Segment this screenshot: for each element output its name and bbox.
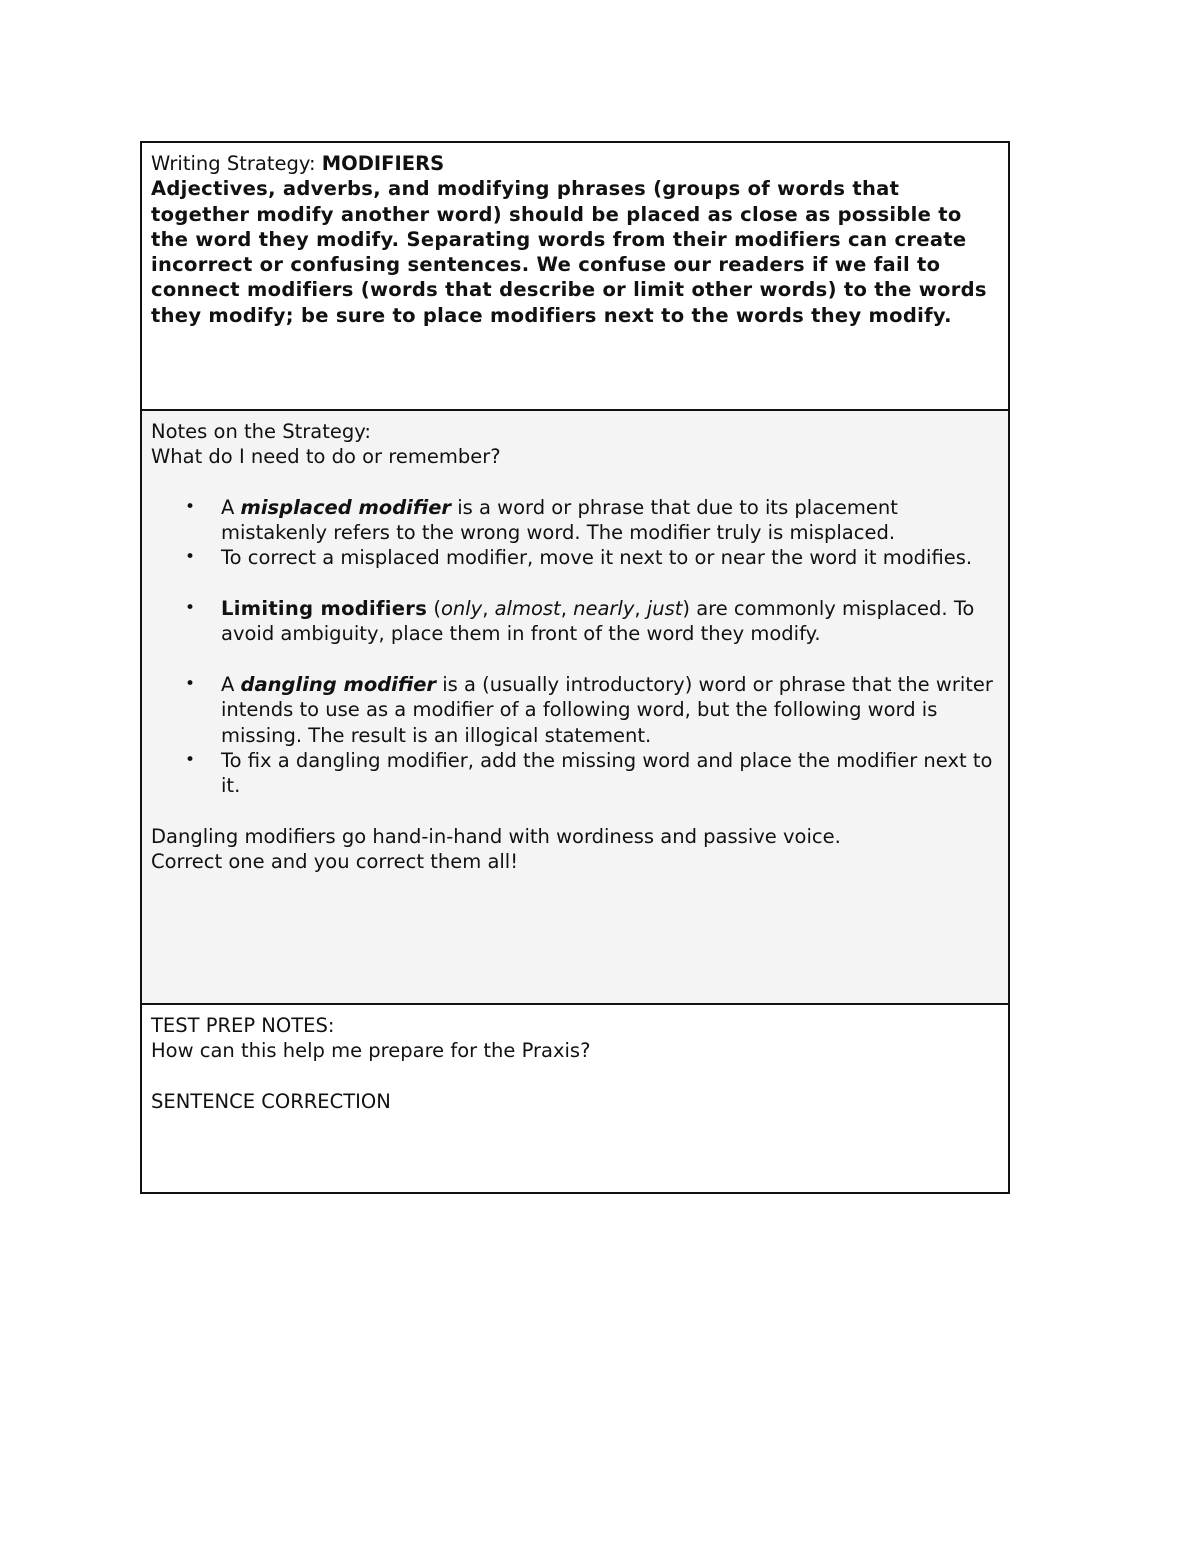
strategy-label: Writing Strategy:	[151, 152, 322, 175]
misplaced-modifier-list	[151, 495, 999, 571]
list-item-text: is a word or phrase that due to its placement mistakenly refers to the wrong word. The modifier truly is misplaced.	[221, 495, 898, 545]
notes-question: What do I need to do or remember?	[151, 445, 501, 469]
test-prep-question: How can this help me prepare for the Praxis?	[151, 1039, 591, 1063]
strategy-topic: MODIFIERS	[321, 152, 445, 175]
closing-line-1: Dangling modifiers go hand-in-hand with wordiness and passive voice.	[151, 824, 841, 848]
list-item	[151, 596, 999, 647]
term-dangling-modifier: dangling modifier	[240, 672, 437, 696]
strategy-description: Adjectives, adverbs, and modifying phrases (groups of words that together modify another word) should be placed as close as possible to the word they modify. Separating words from their modifiers can create incorrect or confusing sentences. We confuse our readers if we fail to connect modifiers (words that describe or limit other words) to the words they modify; be sure to place modifiers next to the words they modify.	[151, 177, 987, 327]
limiting-modifier-list	[151, 596, 999, 647]
example-word: just	[646, 597, 683, 621]
term-misplaced-modifier: misplaced modifier	[240, 495, 452, 519]
list-item-text: ) are commonly misplaced. To avoid ambiguity, place them in front of the word they modify.	[221, 597, 975, 646]
strategy-header-cell	[142, 143, 1008, 409]
spacer	[151, 1064, 999, 1089]
spacer	[151, 470, 999, 495]
list-item-text: is a (usually introductory) word or phrase that the writer intends to use as a modifier of a following word, but the following word is missing. The result is an illogical statement.	[221, 672, 993, 747]
list-item-text: To correct a misplaced modifier, move it next to or near the word it modifies.	[221, 546, 973, 570]
closing-line-2: Correct one and you correct them all!	[151, 850, 519, 874]
list-item-text: A	[221, 495, 241, 519]
list-item	[151, 495, 999, 546]
spacer	[151, 571, 999, 596]
spacer	[151, 798, 999, 823]
example-word: only	[440, 597, 483, 621]
list-item-text: ,	[634, 597, 647, 621]
notes-heading: Notes on the Strategy:	[151, 420, 371, 443]
list-item-text: ,	[560, 597, 574, 621]
dangling-modifier-list	[151, 672, 999, 798]
list-item-text: ,	[482, 597, 495, 621]
test-prep-cell	[142, 1003, 1008, 1192]
test-prep-focus: SENTENCE CORRECTION	[151, 1089, 391, 1113]
notes-cell	[142, 409, 1008, 1003]
list-item	[151, 748, 999, 799]
list-item-text: (	[427, 597, 441, 621]
term-limiting-modifiers: Limiting modifiers	[221, 597, 428, 621]
strategy-title	[151, 151, 999, 176]
spacer	[151, 647, 999, 672]
list-item-text: To fix a dangling modifier, add the missing word and place the modifier next to it.	[221, 748, 993, 798]
test-prep-heading: TEST PREP NOTES:	[151, 1014, 335, 1037]
strategy-table	[140, 141, 1010, 1194]
list-item-text: A	[221, 672, 241, 696]
list-item	[151, 672, 999, 748]
example-word: almost	[494, 597, 561, 621]
list-item	[151, 545, 999, 570]
example-word: nearly	[573, 597, 635, 621]
